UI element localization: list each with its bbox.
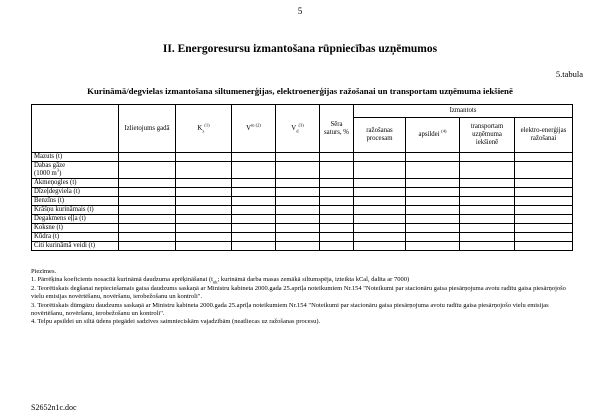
note-1-sub: nk xyxy=(212,279,218,285)
table-cell[interactable] xyxy=(460,162,515,179)
table-cell[interactable] xyxy=(232,197,276,206)
table-cell[interactable] xyxy=(406,188,460,197)
table-cell[interactable] xyxy=(232,153,276,162)
header-vd-sub: d xyxy=(296,127,299,133)
header-kz-text: K xyxy=(197,124,203,132)
header-heating-sup: (4) xyxy=(441,128,447,134)
table-cell[interactable] xyxy=(276,206,320,215)
table-cell[interactable] xyxy=(276,153,320,162)
table-cell[interactable] xyxy=(406,242,460,251)
row-label-sup: 3 xyxy=(56,167,60,173)
header-transport: transportam uzņēmuma iekšienē xyxy=(460,118,515,153)
header-annual-consumption: Izlietojums gadā xyxy=(119,105,176,153)
header-production: ražošanas procesam xyxy=(354,118,406,153)
row-label: Koksne (t) xyxy=(32,224,119,233)
row-label: Mazuts (t) xyxy=(32,153,119,162)
table-cell[interactable] xyxy=(276,242,320,251)
table-cell[interactable] xyxy=(354,242,406,251)
header-kz xyxy=(176,105,232,153)
table-cell[interactable] xyxy=(176,224,232,233)
table-cell[interactable] xyxy=(515,188,573,197)
header-vn xyxy=(232,105,276,153)
table-cell[interactable] xyxy=(406,224,460,233)
table-cell[interactable] xyxy=(176,233,232,242)
notes-heading: Piezīmes. xyxy=(31,268,57,275)
header-heating-text: apsildei xyxy=(418,131,440,138)
table-cell[interactable] xyxy=(276,215,320,224)
row-label: Akmeņogles (t) xyxy=(32,179,119,188)
table-row xyxy=(32,197,573,206)
table-cell[interactable] xyxy=(460,206,515,215)
header-sulfur-content: Sēra saturs, % xyxy=(320,105,354,153)
table-cell[interactable] xyxy=(354,224,406,233)
page-number: 5 xyxy=(297,6,303,16)
table-cell[interactable] xyxy=(232,242,276,251)
table-row xyxy=(32,242,573,251)
table-cell[interactable] xyxy=(320,153,354,162)
table-cell[interactable] xyxy=(232,162,276,179)
table-cell[interactable] xyxy=(460,224,515,233)
table-cell[interactable] xyxy=(276,188,320,197)
row-label: Kūdra (t) xyxy=(32,233,119,242)
table-cell[interactable] xyxy=(320,179,354,188)
table-cell[interactable] xyxy=(320,206,354,215)
table-cell[interactable] xyxy=(276,197,320,206)
header-electricity: elektro-enerģijas ražošanai xyxy=(515,118,573,153)
table-cell[interactable] xyxy=(406,179,460,188)
table-row xyxy=(32,224,573,233)
header-heating xyxy=(406,118,460,153)
header-kz-sub: z xyxy=(202,127,205,133)
table-cell[interactable] xyxy=(320,242,354,251)
table-cell[interactable] xyxy=(119,153,176,162)
table-row xyxy=(32,215,573,224)
table-label: 5.tabula xyxy=(555,69,583,79)
table-cell[interactable] xyxy=(515,215,573,224)
table-cell[interactable] xyxy=(276,233,320,242)
section-title: II. Energoresursu izmantošana rūpniecības uzņēmumos xyxy=(162,43,438,55)
table-cell[interactable] xyxy=(232,224,276,233)
table-cell[interactable] xyxy=(406,215,460,224)
table-cell[interactable] xyxy=(119,197,176,206)
row-label: Citi kurināmā veidi (t) xyxy=(32,242,119,251)
table-cell[interactable] xyxy=(460,197,515,206)
table-row xyxy=(32,206,573,215)
note-4: 4. Telpu apsildei un siltā ūdens piegādei sadzīves saimnieciskām vajadzībām (neatliecas uz ražošanas procesu). xyxy=(31,318,321,326)
table-cell[interactable] xyxy=(176,162,232,179)
table-cell[interactable] xyxy=(354,197,406,206)
table-cell[interactable] xyxy=(176,215,232,224)
table-cell[interactable] xyxy=(119,215,176,224)
table-cell[interactable] xyxy=(515,162,573,179)
table-cell[interactable] xyxy=(354,162,406,179)
table-cell[interactable] xyxy=(515,197,573,206)
table-cell[interactable] xyxy=(515,153,573,162)
row-label-line2: (1000 m xyxy=(34,170,57,177)
table-title: Kurināmā/degvielas izmantošana siltumenerģijas, elektroenerģijas ražošanai un transportam uzņēmuma iekšienē xyxy=(87,86,513,96)
table-cell[interactable] xyxy=(354,206,406,215)
table-cell[interactable] xyxy=(354,215,406,224)
table-cell[interactable] xyxy=(406,233,460,242)
table-cell[interactable] xyxy=(176,206,232,215)
table-cell[interactable] xyxy=(354,188,406,197)
table-cell[interactable] xyxy=(460,179,515,188)
row-label-end: ) xyxy=(59,170,62,177)
row-label xyxy=(32,162,119,179)
row-label: Krāšņu kurināmais (t) xyxy=(32,206,119,215)
table-cell[interactable] xyxy=(354,179,406,188)
header-vd-text: V xyxy=(291,124,297,132)
row-label: Degakmens eļļa (t) xyxy=(32,215,119,224)
table-cell[interactable] xyxy=(276,224,320,233)
table-cell[interactable] xyxy=(460,188,515,197)
note-3: 3. Teorētiskais dūmgāzu daudzums saskaņā ar Ministru kabineta 2000.gada 25.aprīļa noteikumiem Nr.154 "Noteikumi par stacionāru gaisa piesārņojuma avotu radītu gaisa piesārņojošo vielu emisijas novērtēšanu, novēršanu, ierobežošanu un kontroli". xyxy=(31,301,549,318)
note-1-text-a: 1. Pārrēķina koeficients nosacītā kurināmā daudzuma aprēķināšanai (t xyxy=(31,276,213,284)
header-kz-sup: (1) xyxy=(204,122,210,128)
table-cell[interactable] xyxy=(406,162,460,179)
table-cell[interactable] xyxy=(232,233,276,242)
table-cell[interactable] xyxy=(354,153,406,162)
table-cell[interactable] xyxy=(354,233,406,242)
table-row xyxy=(32,179,573,188)
table-cell[interactable] xyxy=(176,179,232,188)
table-cell[interactable] xyxy=(119,162,176,179)
table-cell[interactable] xyxy=(119,242,176,251)
table-cell[interactable] xyxy=(320,162,354,179)
table-cell[interactable] xyxy=(119,224,176,233)
table-cell[interactable] xyxy=(276,179,320,188)
table-cell[interactable] xyxy=(176,188,232,197)
table-cell[interactable] xyxy=(406,206,460,215)
table-cell[interactable] xyxy=(460,242,515,251)
table-cell[interactable] xyxy=(119,206,176,215)
row-label: Dīzeļdegviela (t) xyxy=(32,188,119,197)
header-vn-sup: m (2) xyxy=(251,122,261,128)
notes-section xyxy=(31,268,576,327)
table-cell[interactable] xyxy=(232,215,276,224)
note-1-text-b: ; kurināmā darba masas zemākā siltumspēja, izteikta kCal, dalīta ar 7000) xyxy=(217,276,410,284)
table-cell[interactable] xyxy=(515,242,573,251)
table-row xyxy=(32,233,573,242)
row-label-line1: Dabas gāze xyxy=(34,162,66,169)
header-used-group: Izmantots xyxy=(354,105,573,118)
table-cell[interactable] xyxy=(515,224,573,233)
header-vd-sup: (3) xyxy=(298,122,304,128)
table-cell[interactable] xyxy=(119,179,176,188)
table-cell[interactable] xyxy=(515,179,573,188)
table-cell[interactable] xyxy=(320,233,354,242)
footer-filename: S2652n1c.doc xyxy=(31,403,77,412)
row-label: Benzīns (t) xyxy=(32,197,119,206)
table-cell[interactable] xyxy=(176,197,232,206)
fuel-usage-table xyxy=(31,104,573,251)
table-cell[interactable] xyxy=(460,215,515,224)
table-cell[interactable] xyxy=(320,188,354,197)
table-cell[interactable] xyxy=(515,233,573,242)
table-cell[interactable] xyxy=(460,233,515,242)
table-cell[interactable] xyxy=(119,233,176,242)
header-vd xyxy=(276,105,320,153)
table-cell[interactable] xyxy=(515,206,573,215)
table-cell[interactable] xyxy=(176,153,232,162)
table-row xyxy=(32,162,573,179)
header-fuel-type xyxy=(32,105,119,153)
table-row xyxy=(32,153,573,162)
table-cell[interactable] xyxy=(320,197,354,206)
header-vn-text: V xyxy=(246,124,252,132)
table-cell[interactable] xyxy=(232,206,276,215)
note-1 xyxy=(31,276,576,284)
table-cell[interactable] xyxy=(320,215,354,224)
table-cell[interactable] xyxy=(406,197,460,206)
table-cell[interactable] xyxy=(232,188,276,197)
table-cell[interactable] xyxy=(176,242,232,251)
table-cell[interactable] xyxy=(232,179,276,188)
table-cell[interactable] xyxy=(406,153,460,162)
table-cell[interactable] xyxy=(119,188,176,197)
table-row xyxy=(32,188,573,197)
table-cell[interactable] xyxy=(276,162,320,179)
table-cell[interactable] xyxy=(320,224,354,233)
table-cell[interactable] xyxy=(460,153,515,162)
note-2: 2. Teorētiskais degšanai nepieciešamais gaisa daudzums saskaņā ar Ministru kabineta 2000.gada 25.aprīļa noteikumiem Nr.154 "Noteikumi par stacionāru gaisa piesārņojuma avotu radītu gaisa piesārņojošo vielu emisijas novērtēšanu, novēršanu, ierobežošanu un kontroli". xyxy=(31,284,566,301)
